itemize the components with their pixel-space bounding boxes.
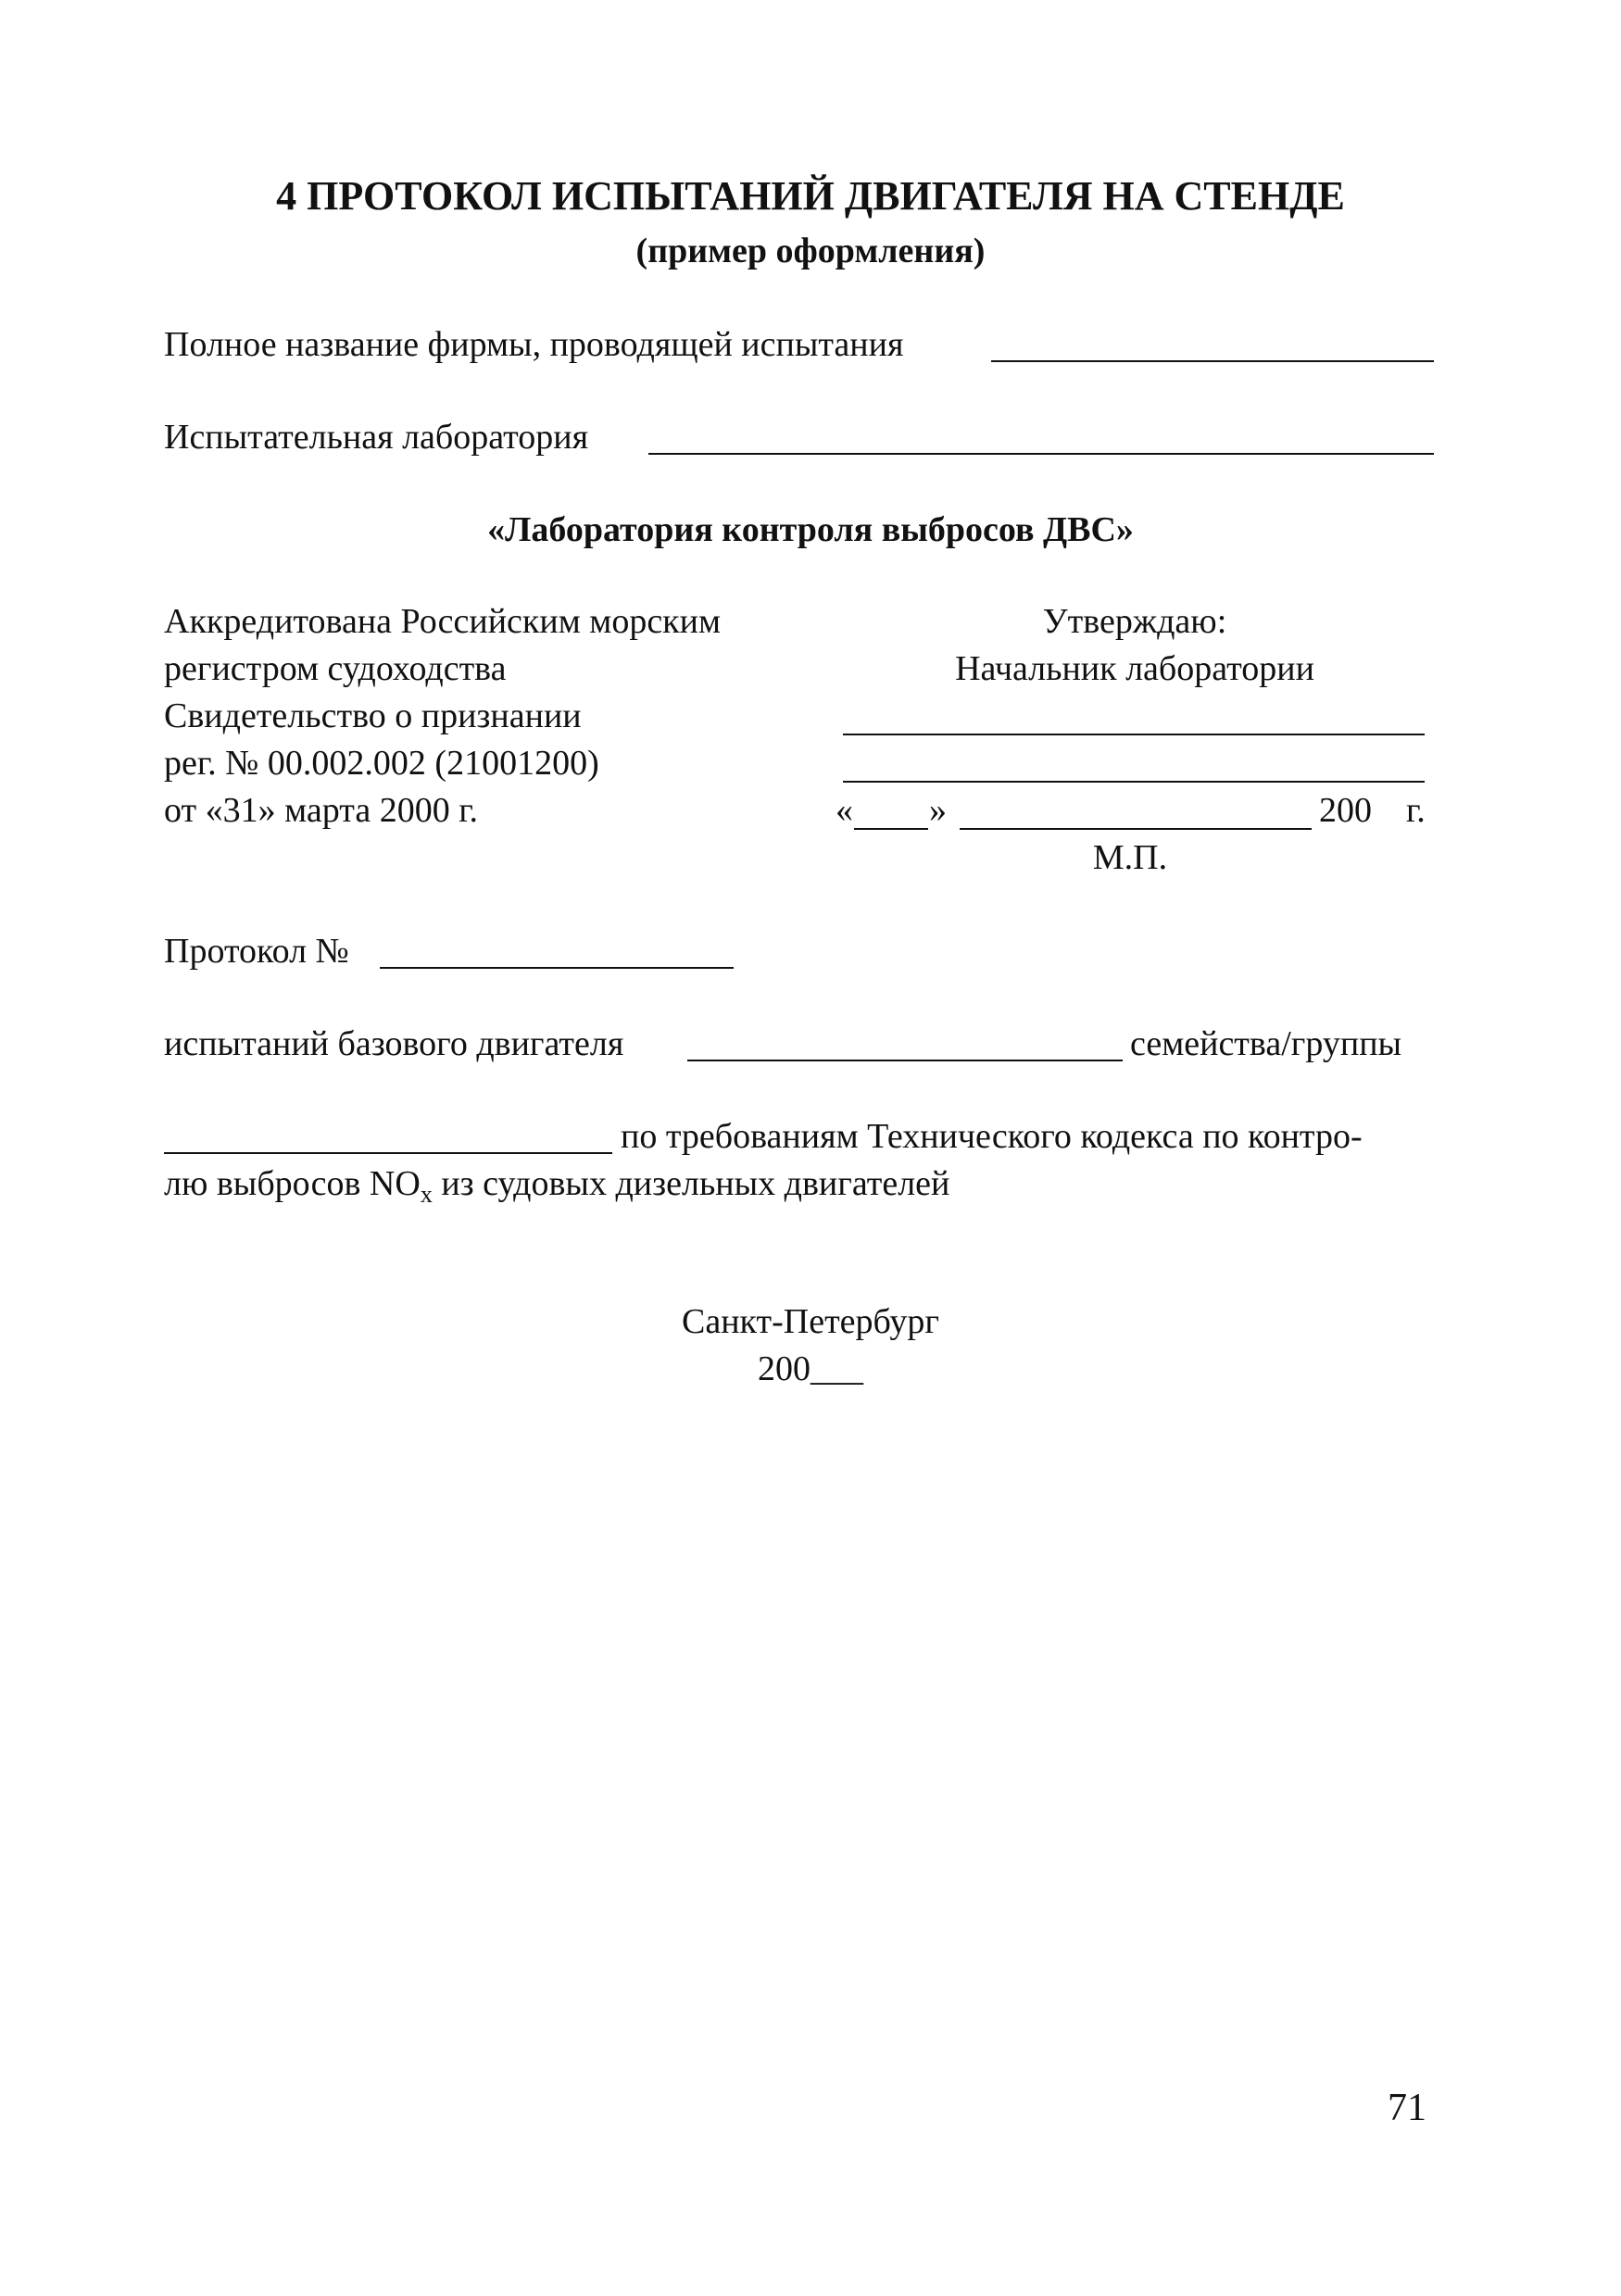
lab-name: «Лаборатория контроля выбросов ДВС» <box>487 510 1134 549</box>
family-label: семейства/группы <box>1130 1024 1402 1063</box>
lab-label: Испытательная лаборатория <box>164 418 589 457</box>
date-month-blank <box>960 828 1312 830</box>
date-year-suffix: г. <box>1406 791 1426 830</box>
family-name-blank <box>164 1152 612 1154</box>
requirements-text: по требованиям Технического кодекса по контро- <box>621 1117 1363 1156</box>
approve-label: Утверждаю: <box>1042 602 1227 641</box>
accreditation-line-4: рег. № 00.002.002 (21001200) <box>164 744 599 783</box>
city: Санкт-Петербург <box>681 1302 940 1341</box>
date-year: 200 <box>1319 791 1372 830</box>
page-subtitle: (пример оформления) <box>635 232 986 270</box>
engine-blank <box>687 1060 1123 1061</box>
page-title: 4 ПРОТОКОЛ ИСПЫТАНИЙ ДВИГАТЕЛЯ НА СТЕНДЕ <box>276 173 1345 219</box>
protocol-number-blank <box>380 967 734 969</box>
date-quote-close: » <box>929 791 947 830</box>
year-placeholder: 200___ <box>758 1349 863 1388</box>
stamp-placeholder: М.П. <box>1092 838 1168 877</box>
nox-prefix: лю выбросов NO <box>164 1164 421 1203</box>
date-quote-open: « <box>836 791 853 830</box>
approver-position: Начальник лаборатории <box>955 649 1314 688</box>
page-number: 71 <box>1388 2087 1426 2129</box>
accreditation-line-3: Свидетельство о признании <box>164 696 582 735</box>
accreditation-line-2: регистром судоходства <box>164 649 507 688</box>
lab-name-blank <box>648 453 1434 455</box>
date-day-blank <box>854 828 928 830</box>
nox-subscript: x <box>420 1181 433 1208</box>
tests-label: испытаний базового двигателя <box>164 1024 624 1063</box>
firm-name-blank <box>991 360 1434 362</box>
firm-name-label: Полное название фирмы, проводящей испытания <box>164 325 904 364</box>
requirements-text-continued <box>164 1166 949 1207</box>
approver-signature-blank <box>843 734 1425 735</box>
accreditation-line-5: от «31» марта 2000 г. <box>164 791 478 830</box>
protocol-number-label: Протокол № <box>164 932 349 971</box>
accreditation-line-1: Аккредитована Российским морским <box>164 602 722 641</box>
approver-name-blank <box>843 781 1425 783</box>
nox-suffix: из судовых дизельных двигателей <box>432 1164 950 1203</box>
